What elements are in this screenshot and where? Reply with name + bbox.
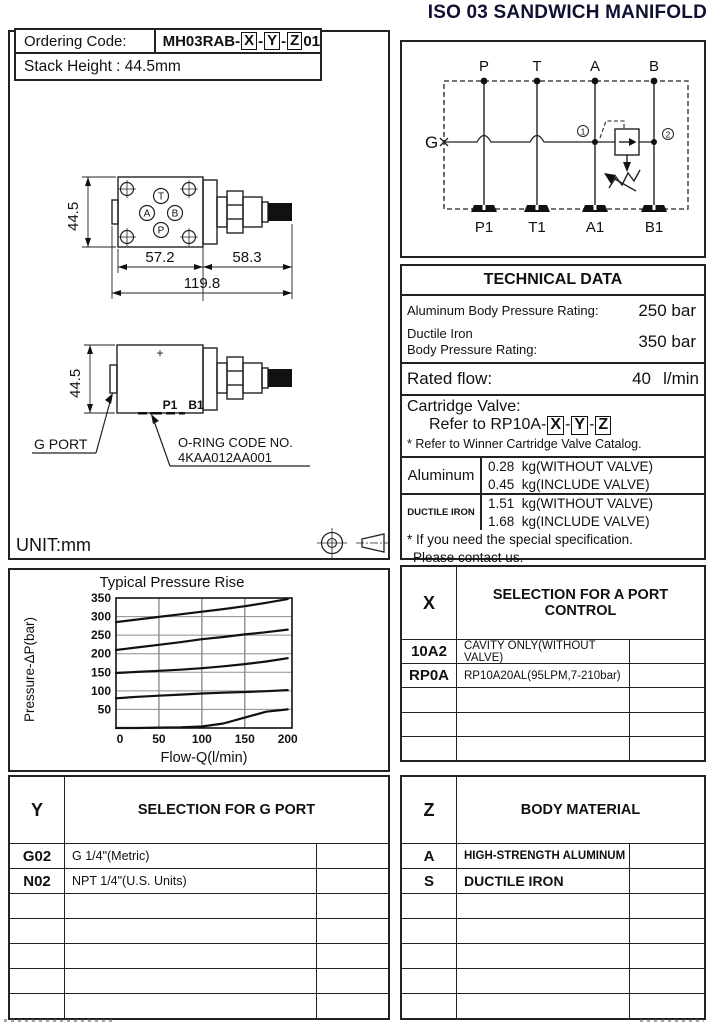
table-row-desc: CAVITY ONLY(WITHOUT VALVE) xyxy=(457,639,630,663)
cartridge-title: Cartridge Valve: xyxy=(407,398,521,415)
table-row-code: A xyxy=(402,843,457,868)
selection-table-y xyxy=(8,775,390,1020)
table-code-header: X xyxy=(402,567,457,639)
pressure-rise-chart xyxy=(8,568,390,772)
table-row-code xyxy=(10,893,65,918)
table-row-code xyxy=(10,943,65,968)
table-row-desc xyxy=(65,893,317,918)
table-row-blank xyxy=(630,843,704,868)
chart-xlabel: Flow-Q(l/min) xyxy=(160,750,248,766)
weight-material: Aluminum xyxy=(402,458,482,493)
page-title: ISO 03 SANDWICH MANIFOLD xyxy=(427,2,707,23)
g-port-label: G PORT xyxy=(34,436,88,452)
stack-height-row: Stack Height : 44.5mm xyxy=(14,54,322,81)
weight-table xyxy=(402,456,704,528)
schematic-port-a: A xyxy=(589,58,601,75)
oring-arrow xyxy=(151,414,159,424)
code-z-box: Z xyxy=(287,32,302,50)
schematic-port-a1: A1 xyxy=(585,219,605,236)
dim-body-label: 57.2 xyxy=(145,249,175,266)
table-row-code xyxy=(10,993,65,1018)
weight-without-valve: 1.51 kg(WITHOUT VALVE) xyxy=(488,496,654,512)
hydraulic-schematic xyxy=(400,40,706,258)
schematic-g-label: G xyxy=(425,133,439,152)
thread-end xyxy=(268,203,292,221)
rated-flow-unit: l/min xyxy=(663,369,699,388)
cartridge-note: * Refer to Winner Cartridge Valve Catalog. xyxy=(407,436,642,451)
weight-without-valve: 0.28 kg(WITHOUT VALVE) xyxy=(488,459,654,474)
chart-xtick-labels xyxy=(117,732,298,746)
footer-smudge-right xyxy=(640,1019,704,1022)
svg-text:0: 0 xyxy=(116,732,124,746)
table-code-header: Z xyxy=(402,777,457,843)
table-row-blank xyxy=(630,712,704,736)
ductile-pressure-label: Ductile Iron Body Pressure Rating: xyxy=(407,326,538,357)
ordering-code-value xyxy=(156,30,320,52)
thread-end xyxy=(268,369,292,387)
table-title-header: BODY MATERIAL xyxy=(520,802,641,818)
dim-height-label: 44.5 xyxy=(65,201,82,231)
cartridge-valve-section xyxy=(402,394,704,456)
unit-label: UNIT:mm xyxy=(16,535,91,555)
table-row-blank xyxy=(630,968,704,993)
table-row-blank xyxy=(630,639,704,663)
table-row-code xyxy=(402,712,457,736)
technical-data-panel xyxy=(400,264,706,565)
table-row-blank xyxy=(630,993,704,1018)
schematic-port-p1: P1 xyxy=(474,219,494,236)
rated-flow-row xyxy=(402,362,704,394)
selection-table-z xyxy=(400,775,706,1020)
table-row-blank xyxy=(630,868,704,893)
cartridge-z-box: Z xyxy=(595,416,611,435)
table-row-desc xyxy=(457,736,630,760)
port-label-b: B xyxy=(171,208,179,220)
table-row-code xyxy=(402,893,457,918)
table-row-desc: DUCTILE IRON xyxy=(457,868,630,893)
table-row-desc xyxy=(457,918,630,943)
code-sep: - xyxy=(258,32,264,50)
table-row-code: N02 xyxy=(10,868,65,893)
alu-pressure-label: Aluminum Body Pressure Rating: xyxy=(407,303,599,319)
weight-row-ductile xyxy=(402,495,704,530)
weight-include-valve: 1.68 kg(INCLUDE VALVE) xyxy=(488,513,650,529)
special-spec-note: * If you need the special specification. Please contact us. xyxy=(407,532,633,565)
rated-flow-label: Rated flow: xyxy=(407,369,493,388)
table-row-desc: NPT 1/4"(U.S. Units) xyxy=(65,868,317,893)
table-row-blank xyxy=(317,843,388,868)
svg-text:200: 200 xyxy=(277,732,298,746)
table-row-code xyxy=(402,687,457,711)
svg-text:150: 150 xyxy=(90,665,111,680)
table-row-desc: HIGH-STRENGTH ALUMINUM xyxy=(457,843,630,868)
table-title-header: SELECTION FOR G PORT xyxy=(137,802,316,818)
table-row-code xyxy=(402,993,457,1018)
svg-text:200: 200 xyxy=(90,646,111,661)
schematic-port-b: B xyxy=(648,58,660,75)
table-row-code xyxy=(10,918,65,943)
svg-text:300: 300 xyxy=(90,609,111,624)
ductile-pressure-value: 350 bar xyxy=(638,331,696,351)
schematic-port-p: P xyxy=(478,58,490,75)
svg-text:100: 100 xyxy=(90,683,111,698)
relief-valve-symbol xyxy=(600,121,640,191)
table-row-desc xyxy=(457,712,630,736)
port-label-b1: B1 xyxy=(188,398,204,412)
alu-pressure-value: 250 bar xyxy=(638,300,696,320)
ordering-code-label: Ordering Code: xyxy=(16,30,156,52)
table-row-blank xyxy=(630,893,704,918)
svg-text:350: 350 xyxy=(90,591,111,605)
table-row-blank xyxy=(630,663,704,687)
table-row-blank xyxy=(317,893,388,918)
table-row-desc: RP10A20AL(95LPM,7-210bar) xyxy=(457,663,630,687)
table-row-desc xyxy=(457,687,630,711)
dim-valve-label: 58.3 xyxy=(232,249,262,266)
chart-svg xyxy=(10,570,388,770)
table-row-code: S xyxy=(402,868,457,893)
table-row-blank xyxy=(630,687,704,711)
side-view-drawing xyxy=(10,330,388,560)
table-row-blank xyxy=(317,918,388,943)
table-row-desc xyxy=(65,943,317,968)
table-code-header: Y xyxy=(10,777,65,843)
port-label-p: P xyxy=(157,225,165,237)
port-label-a: A xyxy=(143,208,151,220)
table-row-code xyxy=(402,968,457,993)
code-sep: - xyxy=(281,32,287,50)
chart-gridlines xyxy=(116,598,292,728)
svg-text:250: 250 xyxy=(90,628,111,643)
port-label-p1: P1 xyxy=(162,398,178,412)
rated-flow-value: 40 xyxy=(632,369,651,388)
schematic-svg xyxy=(402,42,704,256)
table-row-desc xyxy=(65,968,317,993)
weight-row-aluminum xyxy=(402,458,704,495)
code-prefix: MH03RAB- xyxy=(162,32,241,50)
svg-text:1: 1 xyxy=(580,126,586,137)
table-row-desc xyxy=(457,893,630,918)
table-row-desc xyxy=(457,968,630,993)
dim-total-label: 119.8 xyxy=(183,275,221,292)
code-x-box: X xyxy=(241,32,257,50)
table-row-code xyxy=(10,968,65,993)
technical-data-header: TECHNICAL DATA xyxy=(402,266,704,296)
table-row-code xyxy=(402,918,457,943)
weight-material: DUCTILE IRON xyxy=(402,495,482,530)
svg-text:2: 2 xyxy=(665,129,671,140)
table-title-header: SELECTION FOR A PORT CONTROL xyxy=(492,587,669,619)
footer-smudge-left xyxy=(4,1019,116,1022)
oring-label-line1: O-RING CODE NO. xyxy=(178,435,293,450)
table-row-code: 10A2 xyxy=(402,639,457,663)
chart-ytick-labels xyxy=(91,591,111,716)
chart-ylabel: Pressure-ΔP(bar) xyxy=(22,616,37,722)
table-row-desc: G 1/4"(Metric) xyxy=(65,843,317,868)
table-row-code: RP0A xyxy=(402,663,457,687)
svg-text:150: 150 xyxy=(234,732,255,746)
code-y-box: Y xyxy=(264,32,280,50)
pressure-ratings xyxy=(402,296,704,362)
schematic-port-b1: B1 xyxy=(644,219,664,236)
projection-symbol xyxy=(317,528,388,558)
table-row-blank xyxy=(317,993,388,1018)
code-suffix: 01 xyxy=(303,32,320,50)
table-row-desc xyxy=(457,943,630,968)
table-row-code xyxy=(402,943,457,968)
table-row-desc xyxy=(65,918,317,943)
table-row-code: G02 xyxy=(10,843,65,868)
table-row-code xyxy=(402,736,457,760)
weight-include-valve: 0.45 kg(INCLUDE VALVE) xyxy=(488,476,650,492)
ordering-code-row xyxy=(14,28,322,54)
cartridge-refer-line: Refer to RP10A- X - Y - Z xyxy=(407,416,699,435)
chart-title: Typical Pressure Rise xyxy=(99,574,245,591)
schematic-port-t1: T1 xyxy=(528,219,546,236)
top-view-drawing xyxy=(10,115,388,320)
plus-mark: + xyxy=(156,346,164,360)
svg-text:50: 50 xyxy=(152,732,166,746)
table-row-desc xyxy=(65,993,317,1018)
cartridge-x-box: X xyxy=(547,416,564,435)
oring-label-line2: 4KAA012AA001 xyxy=(178,450,272,465)
port-label-t: T xyxy=(157,191,165,203)
table-row-blank xyxy=(317,968,388,993)
dim-height-label: 44.5 xyxy=(67,368,84,398)
table-row-blank xyxy=(317,868,388,893)
svg-text:50: 50 xyxy=(97,702,111,717)
table-row-blank xyxy=(630,736,704,760)
table-row-blank xyxy=(317,943,388,968)
cartridge-y-box: Y xyxy=(571,416,588,435)
svg-text:100: 100 xyxy=(191,732,212,746)
table-row-blank xyxy=(630,943,704,968)
table-row-blank xyxy=(630,918,704,943)
table-row-desc xyxy=(457,993,630,1018)
g-port-arrow xyxy=(105,393,113,404)
schematic-port-t: T xyxy=(532,58,542,75)
selection-table-x xyxy=(400,565,706,762)
